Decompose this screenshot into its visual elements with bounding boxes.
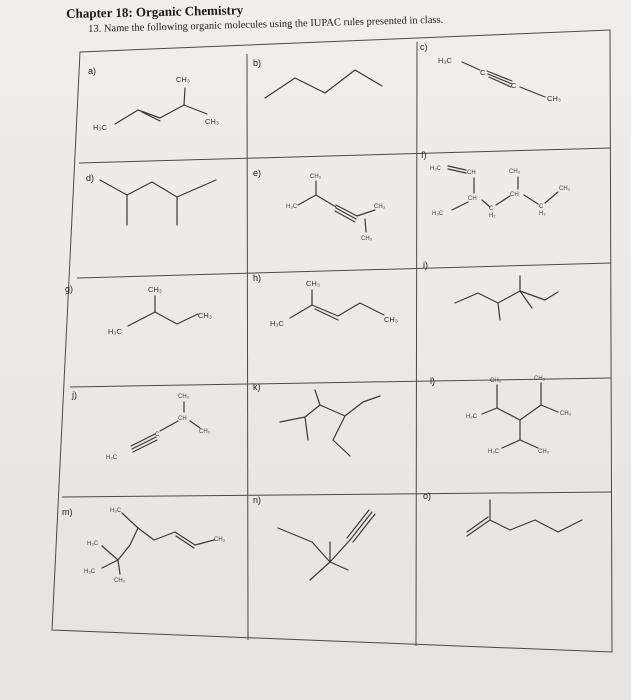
atom-label: CH₃ <box>559 186 571 192</box>
bond-chain <box>115 105 207 124</box>
bond-chain <box>100 180 216 197</box>
bond <box>190 421 200 428</box>
double-bond <box>467 517 488 532</box>
atom-label: CH₃ <box>490 378 502 384</box>
atom-label: CH <box>468 196 477 202</box>
bond-chain <box>467 520 582 536</box>
atom-label: CH₃ <box>198 311 212 320</box>
molecule-h <box>253 273 398 328</box>
molecule-o <box>423 491 582 536</box>
molecule-f <box>421 150 571 219</box>
label-a: a) <box>88 66 97 76</box>
table-outline <box>52 30 612 652</box>
atom-label: CH₃ <box>205 117 219 126</box>
column-divider <box>247 54 248 640</box>
atom-label: C <box>539 204 544 210</box>
molecule-g <box>65 284 212 336</box>
molecule-n <box>253 495 375 580</box>
bond-chain <box>290 303 384 318</box>
molecule-d <box>86 173 216 225</box>
row-divider <box>77 263 611 278</box>
atom-label: H₃C <box>87 541 99 547</box>
atom-label: CH₃ <box>148 285 162 294</box>
atom-label: CH₃ <box>361 236 373 242</box>
bond <box>452 202 468 210</box>
bond-chain <box>502 440 538 448</box>
label-c: c) <box>420 42 428 52</box>
column-divider <box>416 42 417 646</box>
label-i: i) <box>423 260 428 270</box>
triple-bond <box>353 514 375 542</box>
molecule-c <box>420 42 561 103</box>
row-divider <box>62 492 612 497</box>
label-o: o) <box>423 491 432 501</box>
atom-label: H₃C <box>84 569 96 575</box>
label-g: g) <box>65 284 74 294</box>
triple-bond <box>131 434 155 446</box>
atom-label: CH₃ <box>384 315 398 324</box>
atom-label: CH₃ <box>176 75 190 84</box>
atom-label: CH₃ <box>310 174 322 180</box>
label-j: j) <box>72 390 77 400</box>
atom-label: H₃C <box>286 204 298 210</box>
atom-label: H₃C <box>466 414 478 420</box>
atom-label: C <box>480 68 486 77</box>
atom-label: CH₃ <box>199 429 211 435</box>
bond <box>365 219 366 232</box>
row-divider <box>70 378 611 387</box>
molecule-i <box>423 260 558 320</box>
molecule-j <box>71 390 211 461</box>
atom-label: CH₃ <box>560 411 572 417</box>
label-m: m) <box>62 507 73 517</box>
atom-label: CH₃ <box>509 169 521 175</box>
atom-label: CH <box>467 170 476 176</box>
bond <box>310 562 330 580</box>
chapter-title: Chapter 18: Organic Chemistry <box>66 2 244 21</box>
atom-label: H₂C <box>430 166 441 172</box>
triple-bond <box>132 437 156 449</box>
bond-chain <box>265 70 382 98</box>
row-divider <box>79 148 611 163</box>
atom-label: CH <box>178 416 187 422</box>
bond <box>315 390 320 405</box>
molecule-e <box>253 168 386 242</box>
bond <box>184 88 185 105</box>
label-e: e) <box>253 168 262 178</box>
triple-bond <box>487 71 512 81</box>
atom-label: H₃C <box>108 327 122 336</box>
atom-label: H₂ <box>539 211 546 217</box>
label-l: l) <box>430 376 435 386</box>
atom-label: H₃C <box>432 211 444 217</box>
triple-bond <box>133 440 157 452</box>
triple-bond <box>347 510 369 538</box>
bond <box>498 303 500 320</box>
molecule-l <box>430 376 572 455</box>
atom-label: H₃C <box>106 455 118 461</box>
bond-chain <box>482 405 558 420</box>
atom-label: CH₃ <box>538 449 550 455</box>
atom-label: H₃C <box>270 319 284 328</box>
label-b: b) <box>253 58 262 68</box>
instructions-text: 13. Name the following organic molecules using the IUPAC rules presented in class. <box>88 14 444 35</box>
atom-label: CH <box>510 192 519 198</box>
bond <box>122 513 138 528</box>
bond-chain <box>280 396 380 422</box>
label-d: d) <box>86 173 95 183</box>
label-f: f) <box>421 150 427 160</box>
molecule-a <box>88 66 219 132</box>
atom-label: H₃C <box>438 56 452 65</box>
atom-label: H₂ <box>489 213 496 219</box>
label-k: k) <box>253 382 261 392</box>
atom-label: CH₃ <box>547 94 561 103</box>
table-grid <box>52 30 612 652</box>
atom-label: CH₃ <box>534 376 546 382</box>
atom-label: CH₃ <box>374 204 386 210</box>
label-n: n) <box>253 495 262 505</box>
atom-label: CH₃ <box>178 394 190 400</box>
bond-chain <box>455 291 558 303</box>
bond <box>305 417 308 440</box>
molecule-m <box>62 507 226 584</box>
bond <box>524 195 538 204</box>
bond <box>333 440 350 456</box>
label-h: h) <box>253 273 262 283</box>
bond-chain <box>128 312 198 326</box>
atom-label: CH₃ <box>306 279 320 288</box>
molecule-b <box>253 58 382 98</box>
atom-label: C <box>489 206 494 212</box>
bond <box>118 560 120 574</box>
atom-label: CH₃ <box>214 537 226 543</box>
bond <box>102 546 118 560</box>
bond <box>357 210 375 216</box>
bond <box>330 540 350 562</box>
bond-chain <box>278 528 348 570</box>
atom-label: H₃C <box>110 508 122 514</box>
bond <box>160 421 178 431</box>
atom-label: H₃C <box>488 449 500 455</box>
atom-label: C <box>511 81 517 90</box>
bond-chain <box>298 195 336 207</box>
atom-label: H₃C <box>93 123 107 132</box>
atom-label: CH₃ <box>114 578 126 584</box>
bond-chain <box>102 528 138 568</box>
bond <box>333 416 345 440</box>
molecule-k <box>253 382 380 456</box>
atom-label: C <box>155 432 160 438</box>
bond <box>462 62 480 70</box>
bond <box>545 192 558 203</box>
triple-bond <box>350 512 372 540</box>
bond <box>520 87 545 97</box>
bond <box>496 196 510 205</box>
